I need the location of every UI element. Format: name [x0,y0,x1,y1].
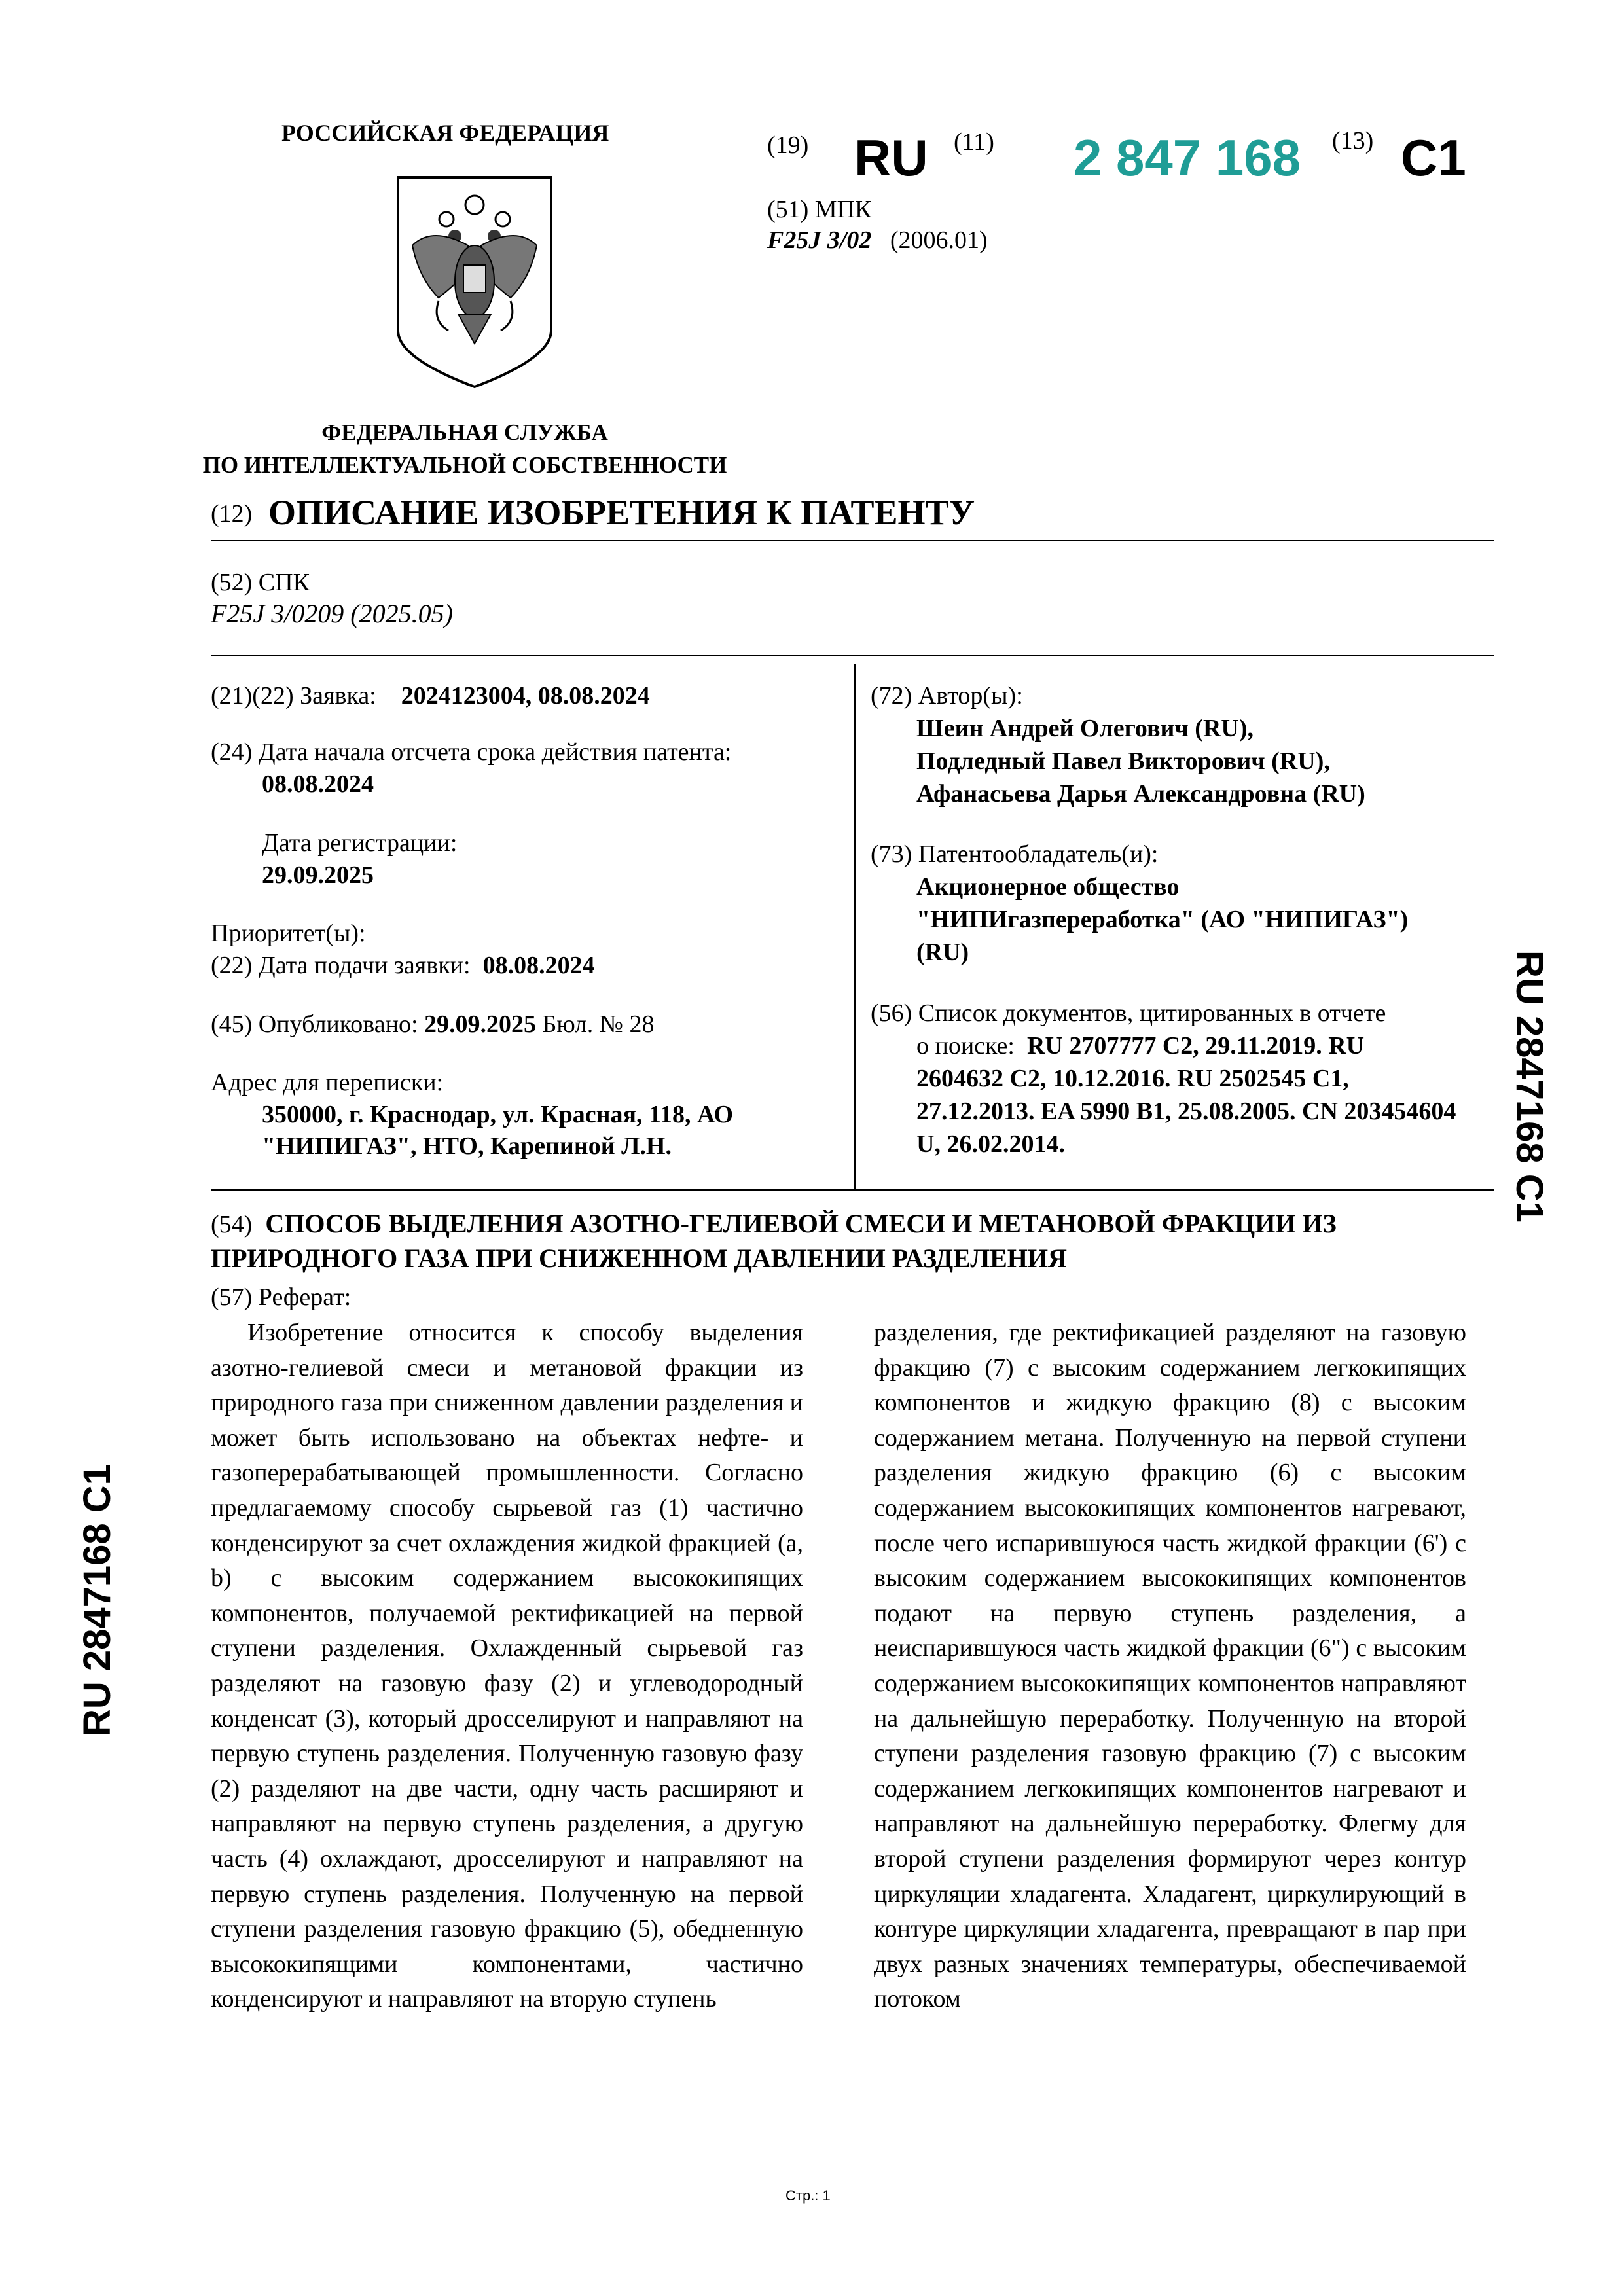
page-number: Стр.: 1 [785,2187,831,2204]
holder-line-2: "НИПИгазпереработка" (АО "НИПИГАЗ") [916,906,1409,933]
abstract-label: (57) Реферат: [211,1283,352,1311]
federal-service-name [170,416,759,482]
inid-code-13: (13) [1332,127,1374,154]
divider-spk [211,655,1494,656]
filing-date-field [211,950,839,980]
inid-code-12: (12) [211,500,253,528]
cited-line-1 [871,1031,1545,1061]
author-2: Подледный Павел Викторович (RU), [916,747,1330,775]
side-patent-id-left: RU 2847168 C1 [76,1464,118,1736]
priority-label: Приоритет(ы): [211,920,366,947]
holder-line-1: Акционерное общество [916,873,1180,901]
holder-label: (73) Патентообладатель(и): [871,840,1159,868]
mpk-version: (2006.01) [890,226,988,254]
cited-line-3: 27.12.2013. EA 5990 B1, 25.08.2005. CN 203454604 [916,1098,1456,1125]
authors-label: (72) Автор(ы): [871,682,1023,709]
cited-line-2: 2604632 C2, 10.12.2016. RU 2502545 C1, [916,1065,1349,1092]
cited-docs-1: RU 2707777 C2, 29.11.2019. RU [1026,1032,1365,1060]
filing-date-value: 08.08.2024 [482,952,595,979]
country-name: РОССИЙСКАЯ ФЕДЕРАЦИЯ [281,120,609,146]
divider-bottom [211,1189,1494,1191]
cited-prefix: о поиске: [916,1032,1015,1060]
abstract-right-column: разделения, где ректификацией разделяют на газовую фракцию (7) с высоким содержанием легкокипящих компонентов и жидкую фракцию (8) с высоким содержанием метана. Полученную на первой ступени разделения жидкую фракцию (6) с высоким содержанием высококипящих компонентов нагревают, после чего испарившуюся часть жидкой фракции (6') с высоким содержанием высококипящих компонентов подают на первую ступень разделения, а неиспарившуюся часть жидкой фракции (6") с высоким содержанием высококипящих компонентов направляют на дальнейшую переработку. Полученную на второй ступени разделения газовую фракцию (7) с высоким содержанием легкокипящих компонентов нагревают и направляют на дальнейшую переработку. Флегму для второй ступени разделения формируют через контур циркуляции хладагента. Хладагент, циркулирующий в контуре циркуляции хладагента, превращают в пар при двух разных значениях температуры, обеспечиваемой потоком [874,1319,1466,2013]
filing-date-label: (22) Дата подачи заявки: [211,952,471,979]
service-line-2: ПО ИНТЕЛЛЕКТУАЛЬНОЙ СОБСТВЕННОСТИ [202,452,727,478]
publication-date: 29.09.2025 [424,1011,537,1038]
spk-class: F25J 3/0209 (2025.05) [211,599,453,628]
holder-line-3: (RU) [916,939,969,966]
address-line-2: "НИПИГАЗ", НТО, Карепиной Л.Н. [262,1132,672,1160]
application-value: 2024123004, 08.08.2024 [401,682,650,709]
mpk-label: (51) МПК [767,196,872,223]
address-label: Адрес для переписки: [211,1069,444,1096]
spk-label: (52) СПК [211,569,310,596]
term-start-label: (24) Дата начала отсчета срока действия патента: [211,738,732,766]
document-title: ОПИСАНИЕ ИЗОБРЕТЕНИЯ К ПАТЕНТУ [268,493,975,532]
author-1: Шеин Андрей Олегович (RU), [916,715,1254,742]
address-line-1: 350000, г. Краснодар, ул. Красная, 118, АО [262,1101,734,1128]
inid-code-54: (54) [211,1211,253,1238]
kind-code: C1 [1401,129,1466,187]
author-3: Афанасьева Дарья Александровна (RU) [916,780,1365,808]
invention-title [211,1207,1494,1276]
application-field [211,681,839,711]
inid-code-11: (11) [954,128,994,156]
inid-code-19: (19) [767,132,809,159]
mpk-class-code: F25J 3/02 [767,226,872,254]
publication-label: (45) Опубликовано: [211,1011,418,1038]
country-code: RU [854,129,928,187]
publication-field [211,1009,839,1039]
mpk-class [767,226,988,255]
patent-number: 2 847 168 [1074,129,1301,187]
divider-top [211,540,1494,541]
abstract-left-column: Изобретение относится к способу выделения азотно-гелиевой смеси и метановой фракции из природного газа при сниженном давлении разделения и может быть использовано на объектах нефте- и газоперерабатывающей промышленности. Согласно предлагаемому способу сырьевой газ (1) частично конденсируют за счет охлаждения жидкой фракцией (a, b) с высоким содержанием высококипящих компонентов, получаемой ректификацией на первой ступени разделения. Охлажденный сырьевой газ разделяют на газовую фазу (2) и углеводородный конденсат (3), который дросселируют и направляют на первую ступень разделения. Полученную газовую фазу (2) разделяют на две части, одну часть расширяют и направляют на первую ступень разделения, а другую часть (4) охлаждают, дросселируют и направляют на первую ступень разделения. Полученную на первой ступени разделения газовую фракцию (5), обедненную высококипящими компонентами, частично конденсируют и направляют на вторую ступень [211,1319,803,2013]
russian-coat-of-arms-icon [393,173,556,389]
term-start-value: 08.08.2024 [262,770,374,798]
invention-title-text: СПОСОБ ВЫДЕЛЕНИЯ АЗОТНО-ГЕЛИЕВОЙ СМЕСИ И МЕТАНОВОЙ ФРАКЦИИ ИЗ ПРИРОДНОГО ГАЗА ПРИ СНИЖЕННОМ ДАВЛЕНИИ РАЗДЕЛЕНИЯ [211,1209,1337,1273]
service-line-1: ФЕДЕРАЛЬНАЯ СЛУЖБА [321,420,608,445]
side-patent-id-right: RU 2847168 C1 [1508,950,1551,1223]
cited-line-4: U, 26.02.2014. [916,1130,1065,1158]
cited-label: (56) Список документов, цитированных в отчете [871,999,1386,1027]
bulletin-number: Бюл. № 28 [542,1011,655,1038]
registration-value: 29.09.2025 [262,861,374,889]
registration-label: Дата регистрации: [262,829,458,857]
application-label: (21)(22) Заявка: [211,682,376,709]
